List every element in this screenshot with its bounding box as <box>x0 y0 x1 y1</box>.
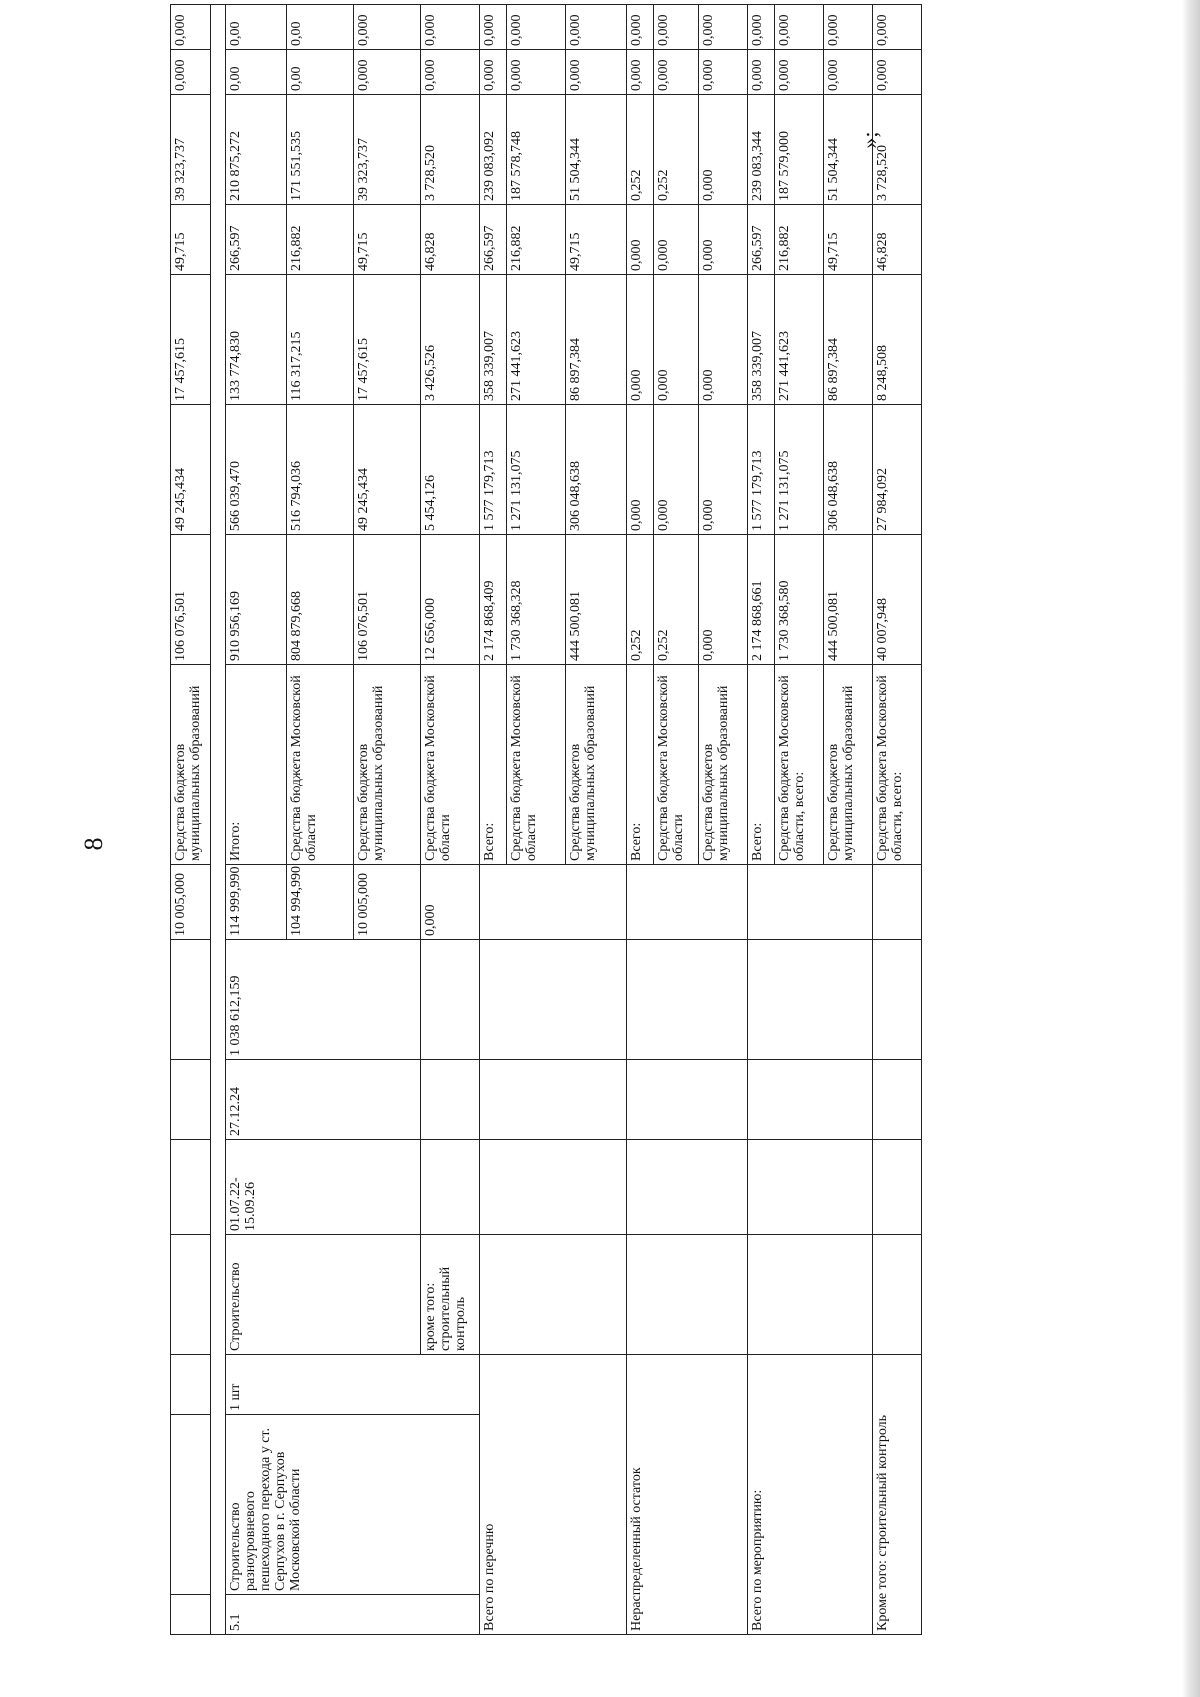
cell-source: Средства бюджета Московской области <box>654 665 699 865</box>
cell-source: Всего: <box>627 665 654 865</box>
table-row <box>627 5 654 1635</box>
cell-source: Средства бюджетов муниципальных образований <box>824 665 873 865</box>
cell-value: 1 730 368,580 <box>775 535 824 665</box>
cell-value: 49 245,434 <box>171 405 211 535</box>
section-label: Нераспределенный остаток <box>627 1355 748 1635</box>
cell-value: 39 323,737 <box>171 95 211 205</box>
cell-amount: 10 005,000 <box>171 865 211 940</box>
cell-value: 0,000 <box>421 5 480 50</box>
item-number: 5.1 <box>226 1595 480 1635</box>
cell-source: Средства бюджетов муниципальных образований <box>566 665 627 865</box>
cell-value: 0,000 <box>421 50 480 95</box>
cell-value: 0,00 <box>226 5 287 50</box>
cell-value: 0,000 <box>171 5 211 50</box>
section-label: Всего по перечню <box>480 1355 627 1635</box>
table-row <box>171 5 211 1635</box>
cell <box>748 1235 873 1355</box>
cell-value: 17 457,615 <box>171 275 211 405</box>
cell-value: 306 048,638 <box>824 405 873 535</box>
cell-source: Средства бюджета Московской области, всего: <box>775 665 824 865</box>
cell-value: 3 728,520 <box>421 95 480 205</box>
cell-source: Средства бюджета Московской области, всего: <box>873 665 922 865</box>
cell-value: 216,882 <box>775 205 824 275</box>
cell-value: 0,000 <box>627 405 654 535</box>
cell-value: 0,000 <box>654 50 699 95</box>
table-container <box>170 14 910 1635</box>
cell-value: 0,000 <box>566 50 627 95</box>
cell-value: 0,000 <box>699 50 748 95</box>
cell-value: 0,000 <box>699 405 748 535</box>
cell <box>748 865 873 940</box>
cell <box>171 1140 211 1235</box>
cell-value: 0,000 <box>627 275 654 405</box>
cell <box>171 1060 211 1140</box>
cell <box>171 1235 211 1355</box>
item-limit-total: 114 999,990 <box>226 865 287 940</box>
cell <box>480 865 627 940</box>
cell-value: 0,000 <box>566 5 627 50</box>
cell-value: 0,252 <box>627 95 654 205</box>
cell-value: 216,882 <box>507 205 566 275</box>
cell-value: 804 879,668 <box>287 535 354 665</box>
cell-value: 51 504,344 <box>824 95 873 205</box>
cell-source: Средства бюджета Московской области <box>287 665 354 865</box>
cell-value: 49,715 <box>171 205 211 275</box>
spacer <box>211 5 226 1635</box>
cell-value: 0,000 <box>354 50 421 95</box>
cell <box>748 1060 873 1140</box>
cell-value: 266,597 <box>226 205 287 275</box>
cell-value: 0,000 <box>748 5 775 50</box>
table-row <box>748 5 775 1635</box>
cell-value: 0,000 <box>627 5 654 50</box>
cell-value: 86 897,384 <box>824 275 873 405</box>
cell <box>171 1415 211 1595</box>
closing-mark: »; <box>857 131 882 149</box>
cell-value: 239 083,344 <box>748 95 775 205</box>
cell-source: Всего: <box>748 665 775 865</box>
cell-value: 0,000 <box>748 50 775 95</box>
cell-value: 5 454,126 <box>421 405 480 535</box>
cell-value: 0,000 <box>654 405 699 535</box>
cell-value: 0,00 <box>287 5 354 50</box>
cell-value: 1 730 368,328 <box>507 535 566 665</box>
table-row <box>226 5 287 1635</box>
cell-value: 566 039,470 <box>226 405 287 535</box>
cell-value: 187 579,000 <box>775 95 824 205</box>
cell-value: 133 774,830 <box>226 275 287 405</box>
item-limit-mun: 10 005,000 <box>354 865 421 940</box>
cell-value: 39 323,737 <box>354 95 421 205</box>
cell-source: Итого: <box>226 665 287 865</box>
cell-value: 106 076,501 <box>354 535 421 665</box>
cell-value: 358 339,007 <box>748 275 775 405</box>
cell-value: 1 271 131,075 <box>507 405 566 535</box>
cell <box>480 1060 627 1140</box>
cell-value: 0,000 <box>627 50 654 95</box>
cell-value: 0,000 <box>824 50 873 95</box>
cell-value: 0,000 <box>699 205 748 275</box>
cell-value: 46,828 <box>873 205 922 275</box>
cell <box>627 1140 748 1235</box>
cell <box>627 865 748 940</box>
section-label: Кроме того: строительный контроль <box>873 1355 922 1635</box>
table-row <box>211 5 226 1635</box>
page-number: 8 <box>79 837 108 851</box>
cell-value: 1 577 179,713 <box>480 405 507 535</box>
cell-value: 0,000 <box>654 205 699 275</box>
cell-source: Всего: <box>480 665 507 865</box>
item-quantity: 1 шт <box>226 1355 480 1415</box>
cell-value: 239 083,092 <box>480 95 507 205</box>
cell <box>748 940 873 1060</box>
cell-value: 358 339,007 <box>480 275 507 405</box>
scan-edge <box>1182 0 1200 1697</box>
cell-value: 27 984,092 <box>873 405 922 535</box>
cell-value: 210 875,272 <box>226 95 287 205</box>
cell-value: 0,000 <box>699 275 748 405</box>
cell-value: 0,000 <box>824 5 873 50</box>
rotated-table-frame <box>170 14 910 1635</box>
cell-value: 516 794,036 <box>287 405 354 535</box>
cell-value: 0,00 <box>287 50 354 95</box>
cell-value: 49 245,434 <box>354 405 421 535</box>
cell-value: 0,000 <box>873 50 922 95</box>
cell <box>480 940 627 1060</box>
cell-value: 306 048,638 <box>566 405 627 535</box>
cell-source: Средства бюджетов муниципальных образований <box>171 665 211 865</box>
cell-value: 3 728,520 <box>873 95 922 205</box>
cell <box>171 940 211 1060</box>
cell <box>873 940 922 1060</box>
cell-value: 266,597 <box>480 205 507 275</box>
cell-value: 0,252 <box>627 535 654 665</box>
cell <box>873 1140 922 1235</box>
budget-table <box>170 4 922 1635</box>
cell-value: 0,000 <box>775 5 824 50</box>
cell <box>480 1140 627 1235</box>
cell <box>480 1235 627 1355</box>
table-row <box>480 5 507 1635</box>
cell-value: 106 076,501 <box>171 535 211 665</box>
cell <box>873 865 922 940</box>
cell-value: 0,000 <box>873 5 922 50</box>
cell-value: 444 500,081 <box>824 535 873 665</box>
cell <box>627 1235 748 1355</box>
cell-value: 49,715 <box>824 205 873 275</box>
item-work-type-extra: кроме того: строительный контроль <box>421 1235 480 1355</box>
section-label: Всего по мероприятию: <box>748 1355 873 1635</box>
cell <box>627 1060 748 1140</box>
cell-value: 8 248,508 <box>873 275 922 405</box>
cell-value: 0,252 <box>654 95 699 205</box>
cell-value: 0,000 <box>775 50 824 95</box>
cell <box>627 940 748 1060</box>
cell-value: 49,715 <box>566 205 627 275</box>
cell-value: 0,000 <box>627 205 654 275</box>
cell-value: 0,000 <box>699 5 748 50</box>
cell-value: 3 426,526 <box>421 275 480 405</box>
cell-value: 216,882 <box>287 205 354 275</box>
cell-value: 187 578,748 <box>507 95 566 205</box>
cell-value: 2 174 868,661 <box>748 535 775 665</box>
cell <box>421 1140 480 1235</box>
cell-value: 0,000 <box>171 50 211 95</box>
cell-value: 0,000 <box>654 275 699 405</box>
cell-value: 46,828 <box>421 205 480 275</box>
cell <box>873 1060 922 1140</box>
cell <box>171 1355 211 1415</box>
cell-value: 51 504,344 <box>566 95 627 205</box>
cell-value: 17 457,615 <box>354 275 421 405</box>
cell-source: Средства бюджетов муниципальных образований <box>699 665 748 865</box>
cell <box>421 940 480 1060</box>
cell-value: 0,00 <box>226 50 287 95</box>
cell-value: 2 174 868,409 <box>480 535 507 665</box>
cell-value: 444 500,081 <box>566 535 627 665</box>
cell-value: 0,000 <box>699 95 748 205</box>
cell-value: 171 551,535 <box>287 95 354 205</box>
cell-value: 0,000 <box>354 5 421 50</box>
cell-value: 0,000 <box>480 50 507 95</box>
cell-value: 1 577 179,713 <box>748 405 775 535</box>
cell-value: 0,000 <box>507 50 566 95</box>
cell-value: 271 441,623 <box>775 275 824 405</box>
item-limit-mo: 104 994,990 <box>287 865 354 940</box>
cell-value: 266,597 <box>748 205 775 275</box>
cell-value: 12 656,000 <box>421 535 480 665</box>
cell-value: 86 897,384 <box>566 275 627 405</box>
cell-value: 0,252 <box>654 535 699 665</box>
item-period: 01.07.22-15.09.26 <box>226 1140 421 1235</box>
cell-value: 40 007,948 <box>873 535 922 665</box>
item-work-type: Строительство <box>226 1235 421 1355</box>
cell-value: 116 317,215 <box>287 275 354 405</box>
cell-value: 0,000 <box>699 535 748 665</box>
cell <box>421 1060 480 1140</box>
item-limit-control: 0,000 <box>421 865 480 940</box>
cell-value: 1 271 131,075 <box>775 405 824 535</box>
table-row <box>873 5 922 1635</box>
cell <box>873 1235 922 1355</box>
item-deadline: 27.12.24 <box>226 1060 421 1140</box>
cell-source: Средства бюджета Московской области <box>507 665 566 865</box>
cell-source: Средства бюджетов муниципальных образований <box>354 665 421 865</box>
cell-value: 910 956,169 <box>226 535 287 665</box>
cell <box>171 1595 211 1635</box>
item-total-cost: 1 038 612,159 <box>226 940 421 1060</box>
cell-value: 271 441,623 <box>507 275 566 405</box>
cell <box>748 1140 873 1235</box>
cell-value: 49,715 <box>354 205 421 275</box>
cell-source: Средства бюджета Московской области <box>421 665 480 865</box>
cell-value: 0,000 <box>480 5 507 50</box>
cell-value: 0,000 <box>654 5 699 50</box>
item-name: Строительство разноуровневого пешеходного перехода у ст. Серпухов в г. Серпухов Московской области <box>226 1415 480 1595</box>
cell-value: 0,000 <box>507 5 566 50</box>
